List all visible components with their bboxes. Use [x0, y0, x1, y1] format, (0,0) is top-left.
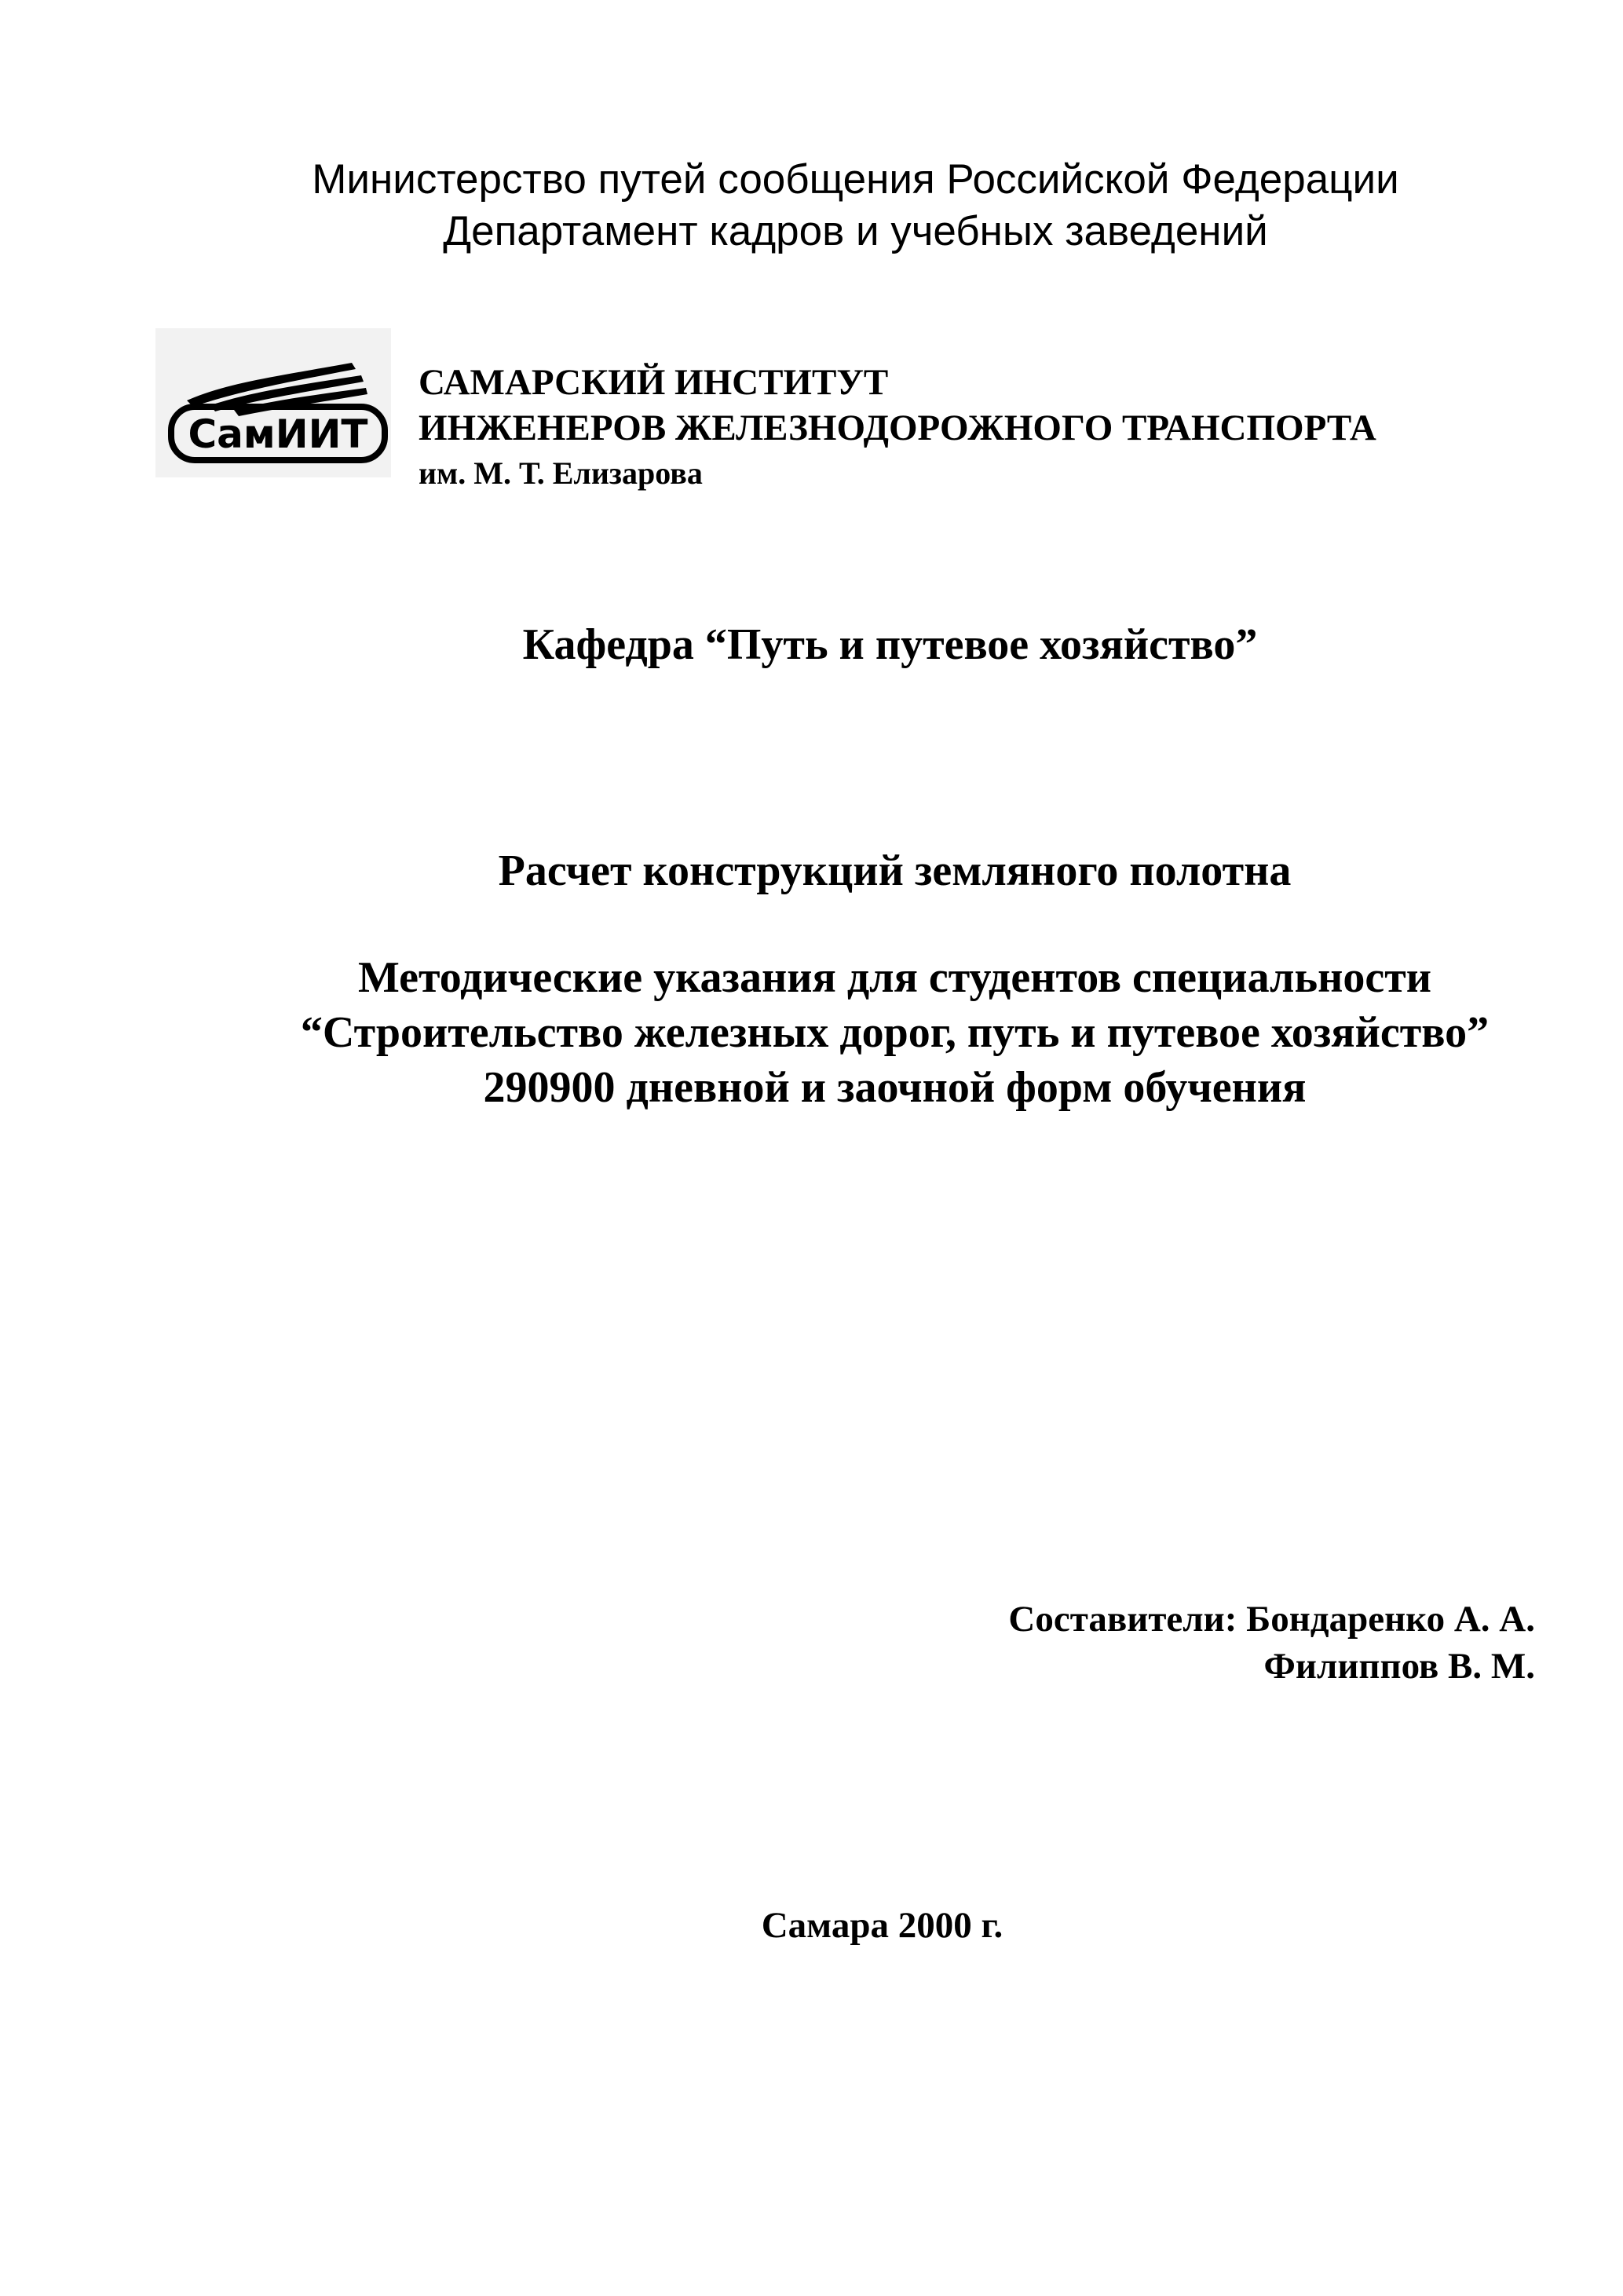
authors-line-2: Филиппов В. М. — [1263, 1646, 1535, 1687]
city-year: Самара 2000 г. — [761, 1905, 1003, 1946]
authors-line-1: Составители: Бондаренко А. А. — [1008, 1599, 1535, 1640]
ministry-line: Министерство путей сообщения Российской Федерации — [312, 156, 1399, 203]
department-of-personnel-line: Департамент кадров и учебных заведений — [443, 208, 1268, 254]
institute-line-1: САМАРСКИЙ ИНСТИТУТ — [419, 362, 889, 403]
document-title: Расчет конструкций земляного полотна — [498, 846, 1292, 895]
institute-line-3: им. М. Т. Елизарова — [419, 455, 703, 491]
ministry-header — [44, 154, 1623, 258]
institute-block — [419, 360, 1376, 496]
subtitle-line-2: “Строительство железных дорог, путь и путевое хозяйство” — [300, 1008, 1490, 1057]
authors-block — [1008, 1596, 1535, 1690]
subtitle-line-3: 290900 дневной и заочной форм обучения — [483, 1063, 1307, 1112]
subtitle-block — [83, 950, 1623, 1115]
department-name: Кафедра “Путь и путевое хозяйство” — [522, 620, 1258, 669]
samiit-logo — [155, 328, 391, 477]
institute-line-2: ИНЖЕНЕРОВ ЖЕЛЕЗНОДОРОЖНОГО ТРАНСПОРТА — [419, 408, 1376, 448]
subtitle-line-1: Методические указания для студентов специальности — [358, 953, 1431, 1002]
logo-text: СамИИТ — [188, 411, 368, 457]
